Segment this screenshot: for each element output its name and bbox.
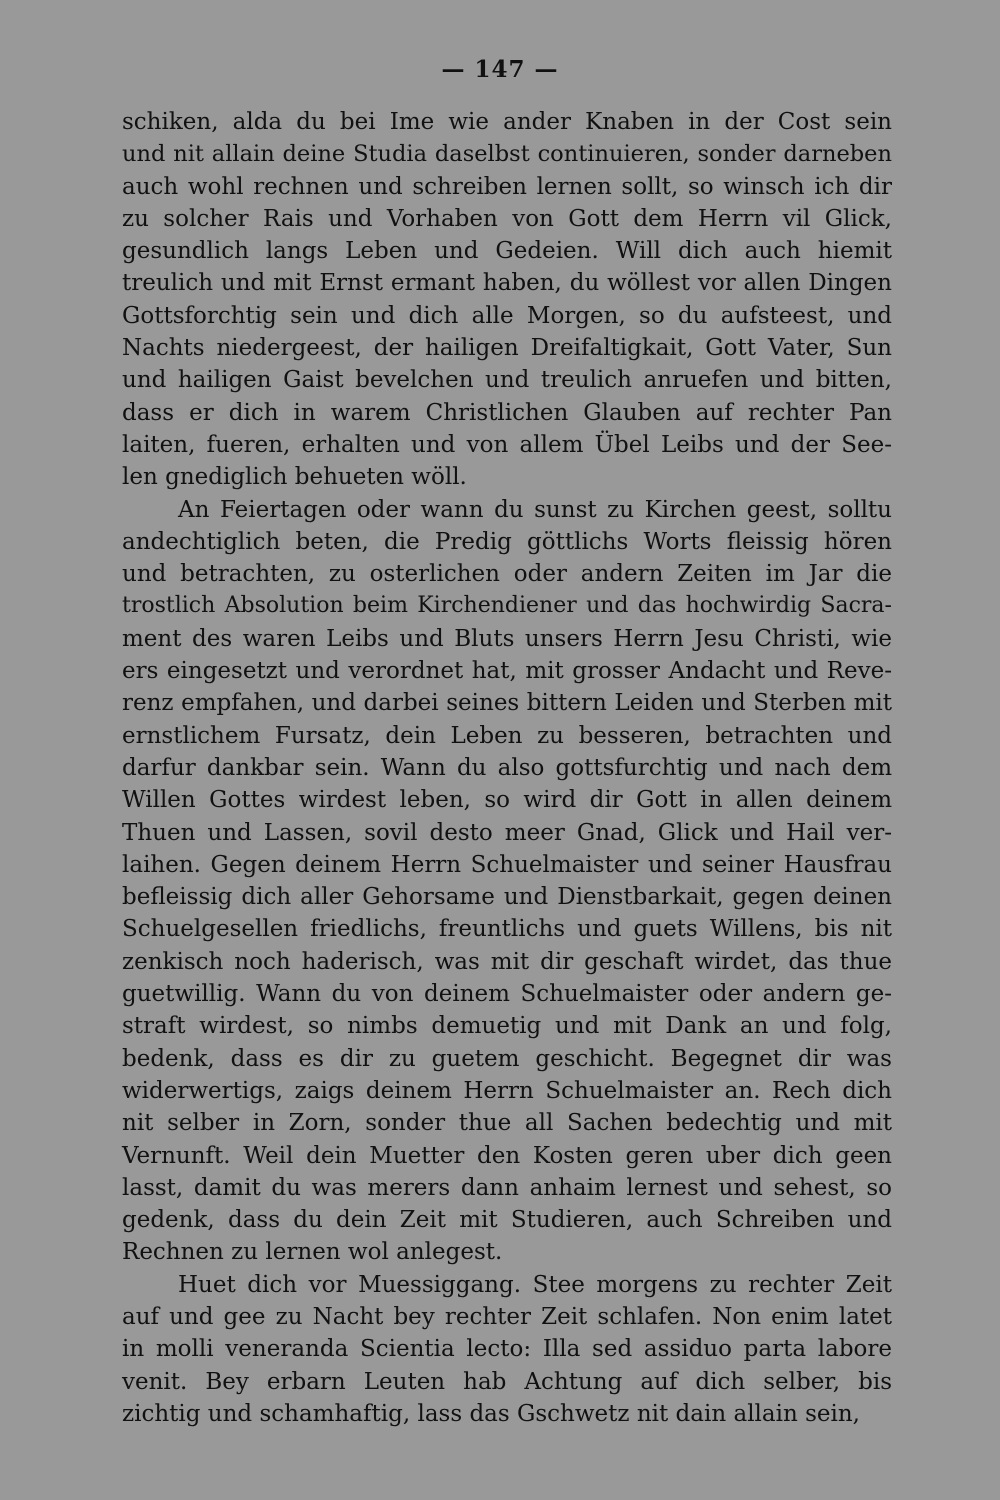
text-line: nit selber in Zorn, sonder thue all Sachen bedechtig und mit [122,1110,892,1137]
text-line: zichtig und schamhaftig, lass das Gschwetz nit dain allain sein, [122,1400,860,1427]
text-line: in molli veneranda Scientia lecto: Illa sed assiduo parta labore [122,1336,892,1363]
text-line: bedenk, dass es dir zu guetem geschicht. Begegnet dir was [122,1045,892,1072]
text-line: An Feiertagen oder wann du sunst zu Kirchen geest, solltu [178,496,892,523]
paragraph [122,1269,892,1430]
text-line: ernstlichem Fursatz, dein Leben zu besseren, betrachten und [122,722,892,749]
paragraph [122,106,892,494]
text-line: Thuen und Lassen, sovil desto meer Gnad, Glick und Hail ver- [122,819,892,846]
paragraph [122,494,892,1269]
text-line: widerwertigs, zaigs deinem Herrn Schuelmaister an. Rech dich [122,1077,892,1104]
text-line: Vernunft. Weil dein Muetter den Kosten geren uber dich geen [122,1142,892,1169]
text-line: Schuelgesellen friedlichs, freuntlichs und guets Willens, bis nit [122,916,892,943]
text-line: straft wirdest, so nimbs demuetig und mit Dank an und folg, [122,1013,892,1040]
text-line: renz empfahen, und darbei seines bittern Leiden und Sterben mit [122,690,892,717]
text-line: venit. Bey erbarn Leuten hab Achtung auf dich selber, bis [122,1368,892,1395]
text-line: auf und gee zu Nacht bey rechter Zeit schlafen. Non enim latet [122,1303,892,1330]
text-line: und hailigen Gaist bevelchen und treulich anruefen und bitten, [122,367,892,394]
text-line: treulich und mit Ernst ermant haben, du wöllest vor allen Dingen [122,270,892,297]
text-line: laiten, fueren, erhalten und von allem Übel Leibs und der See- [122,431,892,458]
text-line: laihen. Gegen deinem Herrn Schuelmaister und seiner Hausfrau [122,851,892,878]
text-line: guetwillig. Wann du von deinem Schuelmaister oder andern ge- [122,981,892,1008]
page-number: — 147 — [441,56,559,83]
text-line: andechtiglich beten, die Predig göttlichs Worts fleissig hören [122,528,892,555]
text-line: len gnediglich behueten wöll. [122,464,467,491]
text-line: Willen Gottes wirdest leben, so wird dir Gott in allen deinem [122,787,892,814]
body-text [122,106,892,1430]
text-line: befleissig dich aller Gehorsame und Dienstbarkait, gegen deinen [122,884,892,911]
text-line: zenkisch noch haderisch, was mit dir geschaft wirdet, das thue [122,948,892,975]
text-line: Nachts niedergeest, der hailigen Dreifaltigkait, Gott Vater, Sun [122,335,892,362]
text-line: Huet dich vor Muessiggang. Stee morgens zu rechter Zeit [178,1271,892,1298]
text-line: schiken, alda du bei Ime wie ander Knaben in der Cost sein [122,109,892,135]
text-line: gesundlich langs Leben und Gedeien. Will dich auch hiemit [122,238,892,265]
text-line: ment des waren Leibs und Bluts unsers Herrn Jesu Christi, wie [122,625,892,652]
text-line: darfur dankbar sein. Wann du also gottsfurchtig und nach dem [122,754,892,781]
text-line: zu solcher Rais und Vorhaben von Gott dem Herrn vil Glick, [122,205,892,232]
text-line: dass er dich in warem Christlichen Glauben auf rechter Pan [122,399,892,426]
text-line: Rechnen zu lernen wol anlegest. [122,1239,503,1266]
text-line: gedenk, dass du dein Zeit mit Studieren, auch Schreiben und [122,1207,892,1234]
text-line: auch wohl rechnen und schreiben lernen sollt, so winsch ich dir [122,173,892,200]
text-line: trostlich Absolution beim Kirchendiener und das hochwirdig Sacra- [122,593,892,619]
text-line: lasst, damit du was merers dann anhaim lernest und sehest, so [122,1174,892,1201]
text-line: und nit allain deine Studia daselbst continuieren, sonder darneben [122,141,892,168]
text-line: ers eingesetzt und verordnet hat, mit grosser Andacht und Reve- [122,658,892,685]
text-line: und betrachten, zu osterlichen oder andern Zeiten im Jar die [122,561,892,588]
text-line: Gottsforchtig sein und dich alle Morgen, so du aufsteest, und [122,302,892,329]
